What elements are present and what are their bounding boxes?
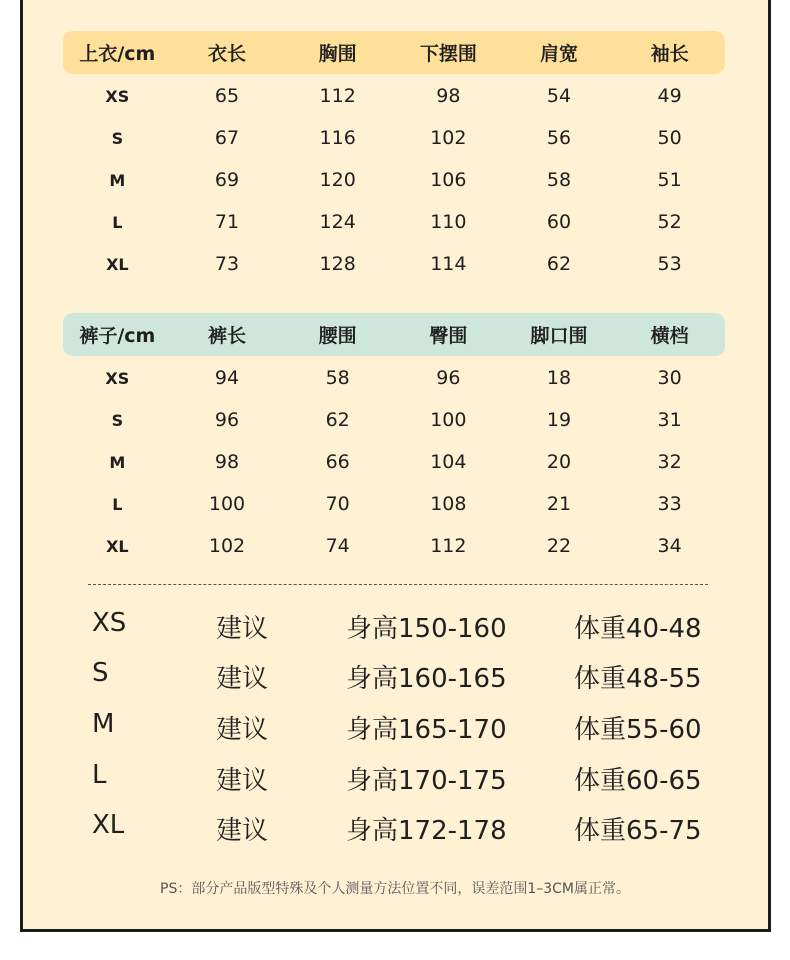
rec-advise: 建议 [216, 664, 269, 694]
size-label: S [111, 410, 124, 430]
rec-weight: 体重65-75 [574, 816, 702, 846]
table-cell: 56 [546, 127, 572, 149]
size-label: S [111, 128, 124, 148]
rec-size: XL [92, 810, 125, 840]
table-cell: 73 [214, 253, 240, 275]
pants-header-title: 裤子/cm [79, 325, 156, 347]
table-row [63, 399, 725, 441]
table-cell: 106 [430, 169, 467, 191]
table-cell: 32 [657, 451, 682, 473]
rec-height: 身高172-178 [346, 816, 507, 846]
table-row [63, 117, 725, 159]
tops-header-row [63, 31, 725, 74]
table-row [63, 483, 725, 525]
table-cell: 102 [208, 535, 246, 557]
table-row [63, 525, 725, 567]
table-cell: 98 [214, 451, 240, 473]
tops-header-length: 衣长 [208, 43, 247, 65]
recommendation-row [0, 709, 790, 759]
table-cell: 62 [325, 409, 350, 431]
size-label: XL [106, 254, 129, 274]
size-label: XS [105, 368, 130, 388]
rec-height: 身高150-160 [346, 614, 507, 644]
rec-advise: 建议 [216, 614, 269, 644]
pants-size-table [63, 313, 725, 567]
table-cell: 51 [657, 169, 682, 191]
table-cell: 108 [430, 493, 467, 515]
rec-size: XS [92, 608, 127, 638]
table-cell: 49 [657, 85, 682, 107]
recommendation-row [0, 608, 790, 658]
table-cell: 67 [214, 127, 240, 149]
size-label: XL [106, 536, 129, 556]
table-row [63, 75, 725, 117]
rec-size: S [92, 658, 109, 688]
table-cell: 62 [546, 253, 572, 275]
tops-header-hem: 下摆围 [419, 43, 477, 65]
table-cell: 33 [657, 493, 682, 515]
table-cell: 128 [319, 253, 356, 275]
pants-header-waist: 腰围 [318, 325, 357, 347]
rec-weight: 体重40-48 [574, 614, 702, 644]
table-row [63, 357, 725, 399]
table-cell: 21 [546, 493, 572, 515]
recommendation-row [0, 810, 790, 860]
recommendation-row [0, 760, 790, 810]
table-cell: 112 [319, 85, 356, 107]
rec-advise: 建议 [216, 816, 269, 846]
table-cell: 110 [430, 211, 467, 233]
table-row [63, 243, 725, 285]
table-cell: 114 [430, 253, 467, 275]
rec-weight: 体重60-65 [574, 766, 702, 796]
table-cell: 34 [657, 535, 682, 557]
table-cell: 54 [546, 85, 572, 107]
table-cell: 104 [430, 451, 467, 473]
table-cell: 70 [325, 493, 350, 515]
pants-header-row [63, 313, 725, 356]
table-cell: 124 [319, 211, 356, 233]
tops-header-sleeve: 袖长 [650, 43, 689, 65]
table-row [63, 201, 725, 243]
table-cell: 96 [436, 367, 461, 389]
rec-advise: 建议 [216, 766, 269, 796]
rec-weight: 体重55-60 [574, 715, 702, 745]
pants-header-rise: 横档 [650, 325, 689, 347]
table-cell: 74 [325, 535, 350, 557]
table-cell: 69 [214, 169, 240, 191]
table-row [63, 441, 725, 483]
table-cell: 102 [430, 127, 467, 149]
rec-height: 身高170-175 [346, 766, 507, 796]
size-label: M [109, 452, 126, 472]
table-cell: 60 [546, 211, 572, 233]
tops-header-shoulder: 肩宽 [539, 43, 578, 65]
rec-height: 身高165-170 [346, 715, 507, 745]
table-row [63, 159, 725, 201]
size-label: L [112, 494, 123, 514]
rec-height: 身高160-165 [346, 664, 507, 694]
tops-size-table [63, 31, 725, 285]
table-cell: 19 [546, 409, 572, 431]
table-cell: 58 [325, 367, 350, 389]
table-cell: 96 [214, 409, 240, 431]
tops-header-chest: 胸围 [318, 43, 357, 65]
size-label: M [109, 170, 126, 190]
recommendation-row [0, 658, 790, 708]
table-cell: 100 [208, 493, 246, 515]
rec-weight: 体重48-55 [574, 664, 702, 694]
table-cell: 71 [214, 211, 240, 233]
table-cell: 94 [214, 367, 240, 389]
pants-header-length: 裤长 [208, 325, 247, 347]
table-cell: 20 [546, 451, 572, 473]
pants-header-leg-opening: 脚口围 [530, 325, 588, 347]
size-label: L [112, 212, 123, 232]
tops-header-title: 上衣/cm [79, 43, 156, 65]
table-cell: 98 [436, 85, 461, 107]
table-cell: 18 [546, 367, 572, 389]
table-cell: 52 [657, 211, 682, 233]
pants-header-hip: 臀围 [429, 325, 468, 347]
table-cell: 66 [325, 451, 350, 473]
table-cell: 30 [657, 367, 682, 389]
table-cell: 22 [546, 535, 572, 557]
rec-size: L [92, 760, 107, 790]
table-cell: 112 [430, 535, 467, 557]
table-cell: 53 [657, 253, 682, 275]
table-cell: 116 [319, 127, 356, 149]
size-label: XS [105, 86, 130, 106]
table-cell: 65 [214, 85, 240, 107]
table-cell: 50 [657, 127, 682, 149]
dashed-divider [88, 584, 708, 585]
table-cell: 100 [430, 409, 467, 431]
table-cell: 120 [319, 169, 356, 191]
table-cell: 58 [546, 169, 572, 191]
rec-size: M [92, 709, 115, 739]
table-cell: 31 [657, 409, 682, 431]
rec-advise: 建议 [216, 715, 269, 745]
measurement-note: PS：部分产品版型特殊及个人测量方法位置不同，误差范围1–3CM属正常。 [160, 881, 630, 897]
